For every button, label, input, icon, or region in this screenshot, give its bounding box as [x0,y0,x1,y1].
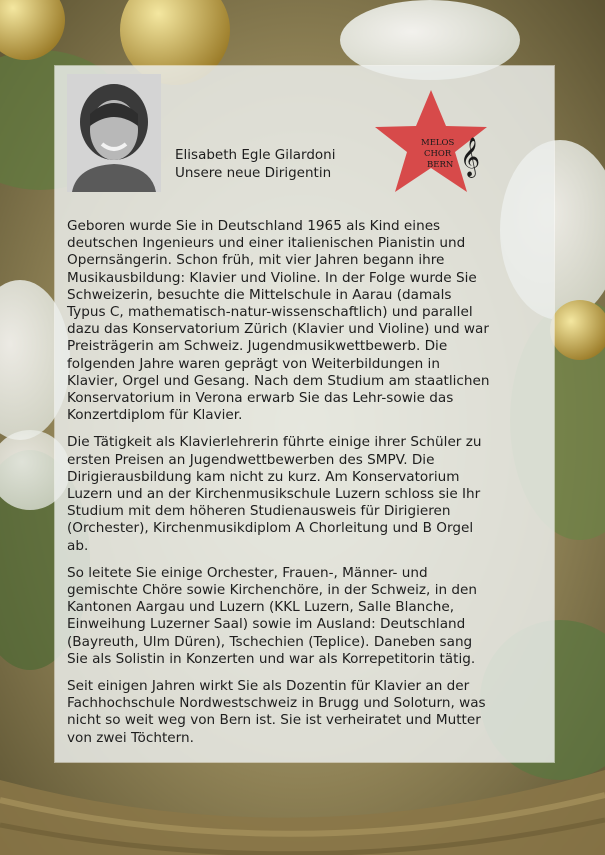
biography [67,218,549,757]
treble-clef-icon: 𝄞 [460,137,481,177]
person-name: Elisabeth Egle Gilardoni [175,147,336,163]
person-role: Unsere neue Dirigentin [175,165,332,181]
logo-line-1: MELOS [421,138,455,148]
header [175,146,335,182]
melos-chor-bern-logo [373,88,499,200]
paragraph-2: Die Tätigkeit als Klavierlehrerin führte einige ihrer Schüler zu ersten Preisen an Jugendwettbewerben des SMPV. Die Dirigierausbildung kam nicht zu kurz. Am Konservatorium Luzern und an der Kirchenmusikschule Luzern schloss sie Ihr Studium mit dem höheren Studienausweis für Dirigieren (Orchester), Kirchenmusikdiplom A Chorleitung und B Orgel ab. [67,434,482,554]
portrait-photo [67,74,161,192]
paragraph-3: So leitete Sie einige Orchester, Frauen-, Männer- und gemischte Chöre sowie Kirchenchöre, in der Schweiz, in den Kantonen Aargau und Luzern (KKL Luzern, Salle Blanche, Einweihung Luzerner Saal) sowie im Ausland: Deutschland (Bayreuth, Ulm Düren), Tschechien (Teplice). Daneben sang Sie als Solistin in Konzerten und war als Korrepetitorin tätig. [67,564,478,667]
paragraph-1: Geboren wurde Sie in Deutschland 1965 als Kind eines deutschen Ingenieurs und einer italienischen Pianistin und Opernsängerin. Schon früh, mit vier Jahren begann ihre Musikausbildung: Klavier und Violine. In der Folge wurde Sie Schweizerin, besuchte die Mittelschule in Aarau (damals Typus C, mathematisch-natur-wissenschaftlich) und parallel dazu das Konservatorium Zürich (Klavier und Violine) und war Preisträgerin am Schweiz. Jugendmusikwettbewerb. Die folgenden Jahre waren geprägt von Weiterbildungen in Klavier, Orgel und Gesang. Nach dem Studium am staatlichen Konservatorium in Verona erwarb Sie das Lehr-sowie das Konzertdiplom für Klavier. [67,218,490,424]
logo-line-2: CHOR [424,149,452,159]
paragraph-4: Seit einigen Jahren wirkt Sie als Dozentin für Klavier an der Fachhochschule Nordwestschweiz in Brugg und Soloturn, was nicht so weit weg von Bern ist. Sie ist verheiratet und Mutter von zwei Töchtern. [67,678,486,746]
logo-line-3: BERN [427,160,454,170]
content-panel [55,66,554,762]
